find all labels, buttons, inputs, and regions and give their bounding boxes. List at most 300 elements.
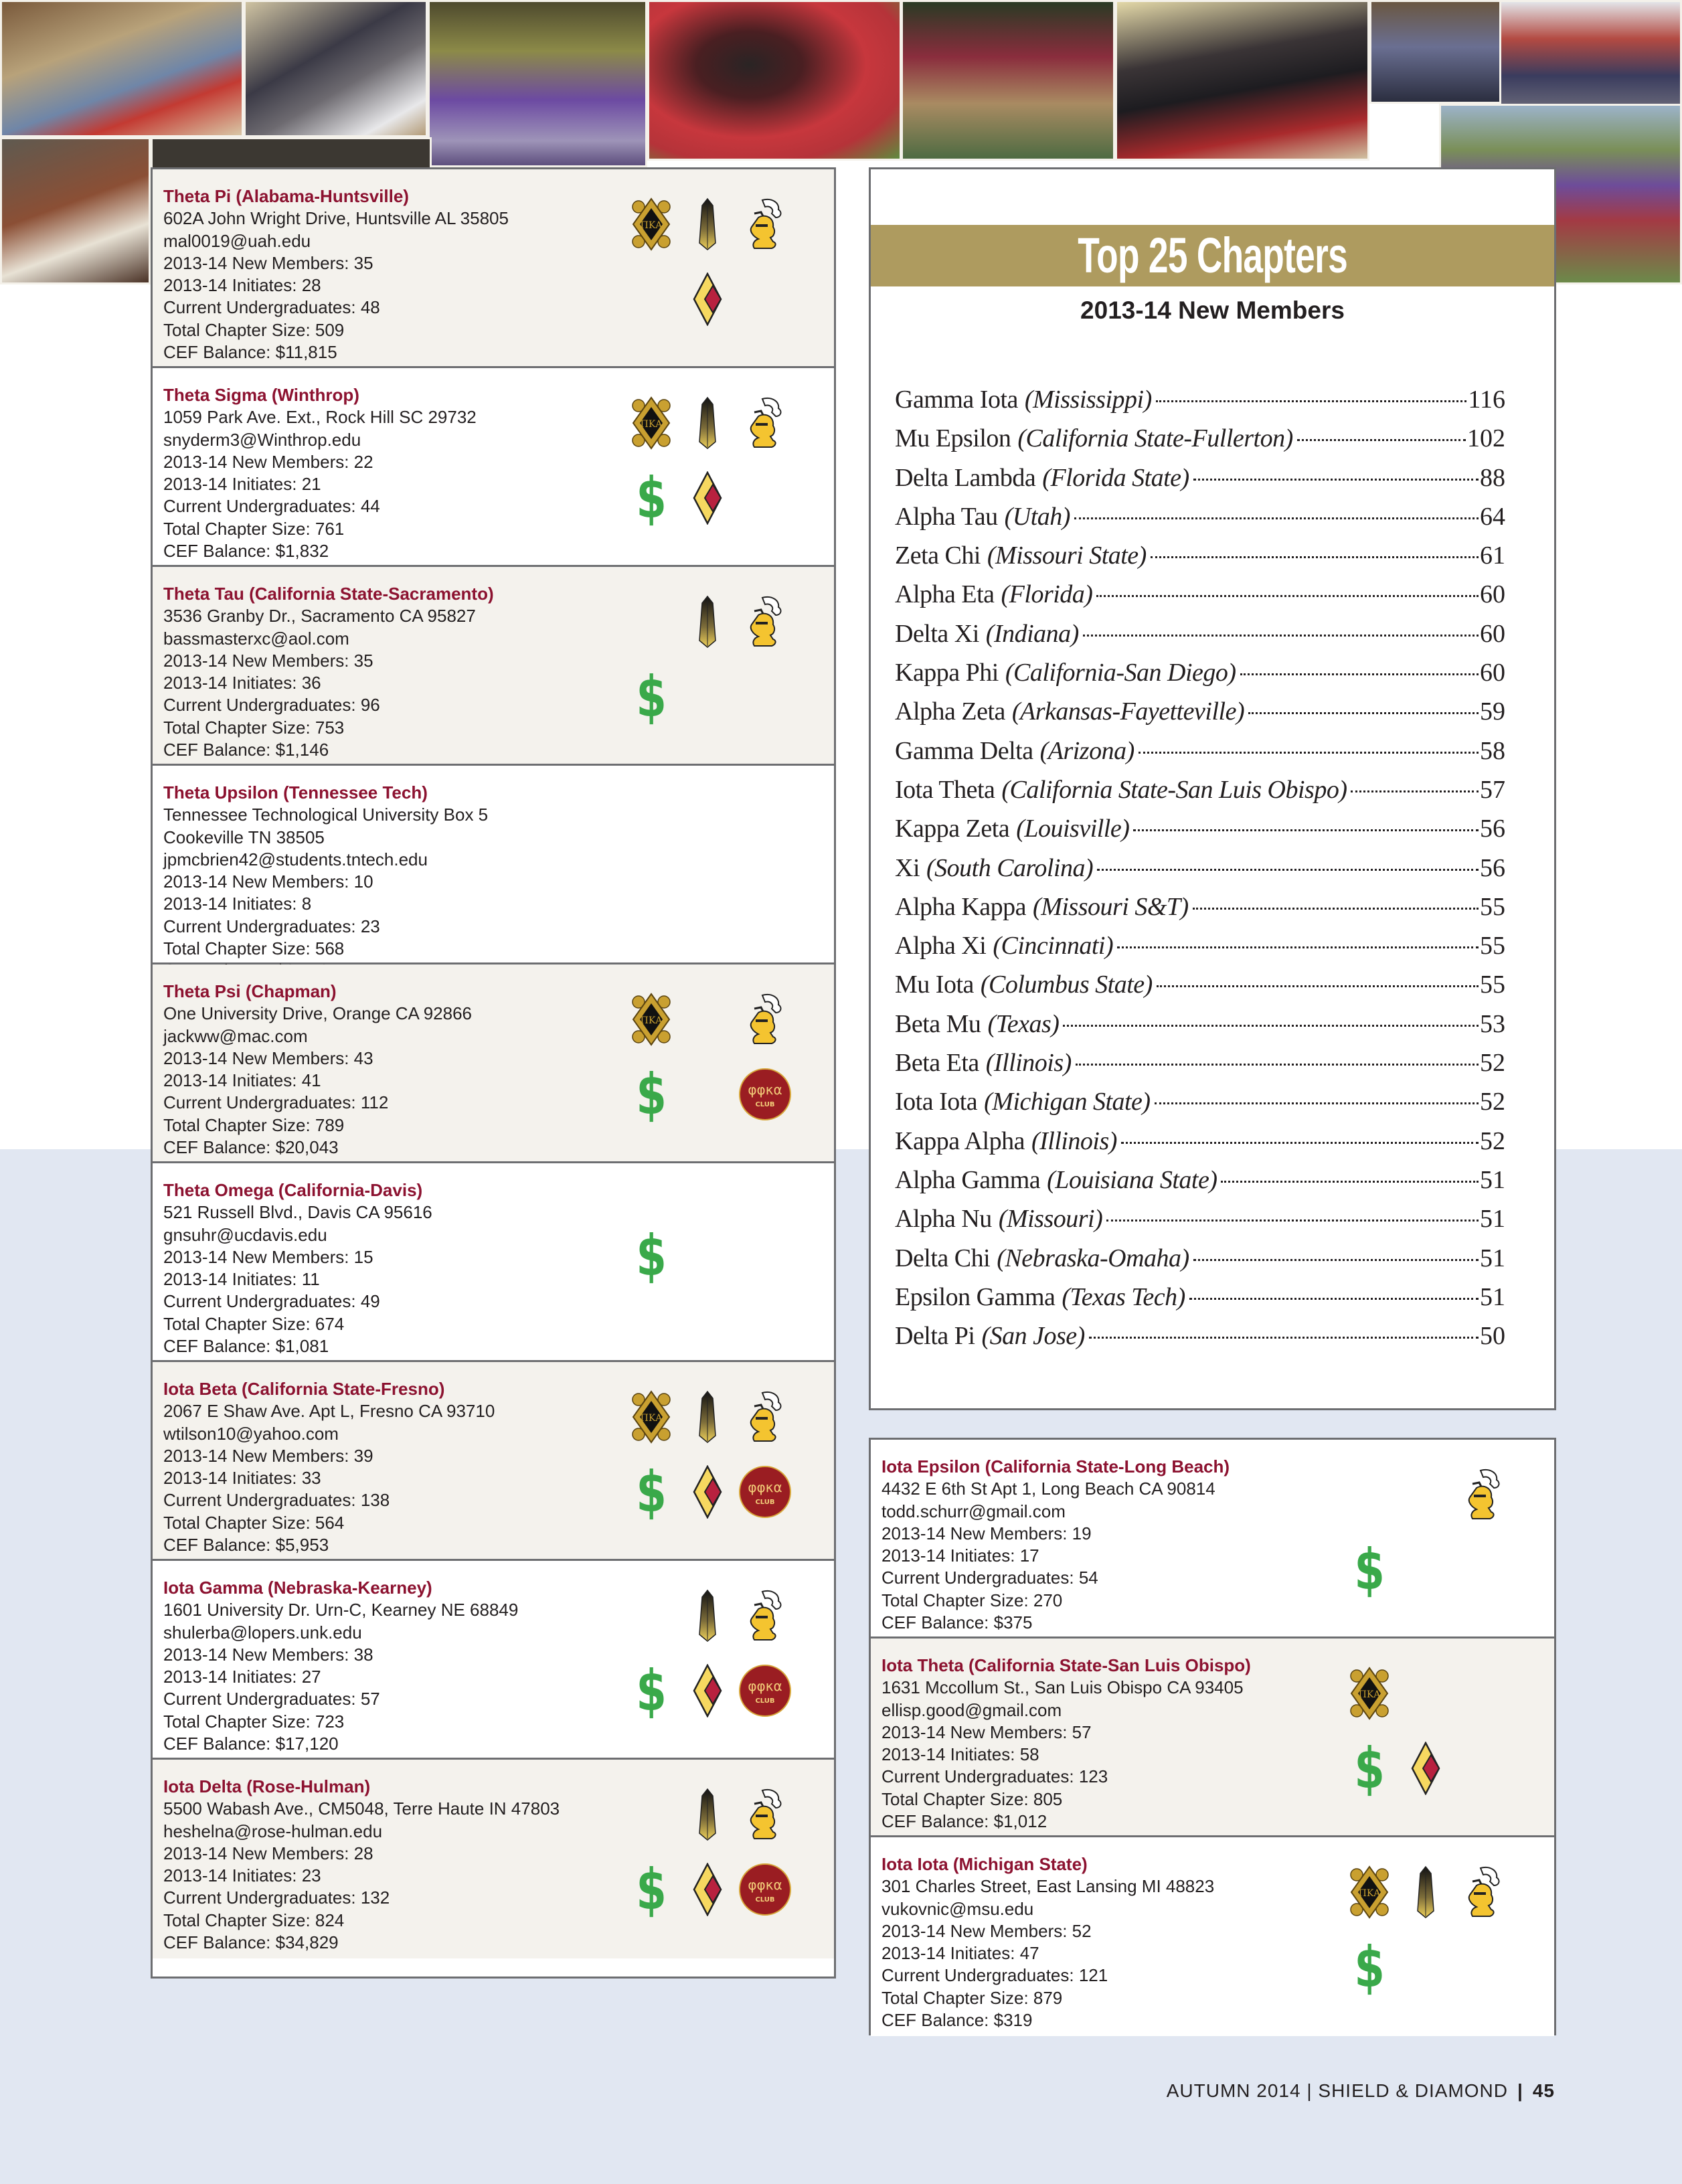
school-name: (Columbus State) bbox=[980, 971, 1153, 999]
school-name: (Utah) bbox=[1004, 502, 1070, 531]
chapter-title: Iota Epsilon (California State-Long Beach) bbox=[881, 1456, 1230, 1477]
chapter-detail-line: CEF Balance: $375 bbox=[881, 1612, 1033, 1633]
icon-slot-mid bbox=[624, 1223, 678, 1288]
obelisk-icon bbox=[697, 1788, 718, 1841]
chapter-card bbox=[153, 1362, 834, 1561]
dollar-icon: $ bbox=[636, 1223, 667, 1288]
chapter-card bbox=[153, 169, 834, 368]
new-member-count: 60 bbox=[1480, 580, 1505, 609]
svg-text:ΠΚΑ: ΠΚΑ bbox=[640, 1413, 663, 1424]
dollar-icon: $ bbox=[636, 1658, 667, 1724]
chapter-detail-line: jackww@mac.com bbox=[163, 1025, 308, 1046]
top25-list-item bbox=[895, 1005, 1505, 1043]
top25-subtitle: 2013-14 New Members bbox=[1080, 297, 1345, 324]
svg-text:ΠΚΑ: ΠΚΑ bbox=[640, 419, 663, 430]
award-icons bbox=[624, 1390, 798, 1531]
diamond-icon bbox=[693, 272, 722, 326]
pi-kappa-alpha-crest-icon bbox=[630, 1390, 672, 1444]
knight-helmet-icon bbox=[745, 396, 785, 450]
chapter-name: Gamma Iota bbox=[895, 386, 1018, 414]
top25-list-item bbox=[895, 419, 1505, 458]
icon-slot-r2c1 bbox=[624, 1658, 678, 1724]
icon-slot-r1c1 bbox=[1343, 1865, 1396, 1919]
chapter-detail-line: 1601 University Dr. Urn-C, Kearney NE 68849 bbox=[163, 1600, 519, 1620]
top25-list-item bbox=[895, 1161, 1505, 1199]
chapter-detail-line: 2013-14 New Members: 35 bbox=[163, 650, 373, 671]
new-member-count: 61 bbox=[1480, 541, 1505, 570]
top25-list-item bbox=[895, 614, 1505, 653]
new-member-count: 52 bbox=[1480, 1088, 1505, 1116]
svg-text:ΠΚΑ: ΠΚΑ bbox=[1358, 1689, 1381, 1700]
school-name: (Florida) bbox=[1001, 580, 1093, 609]
chapter-name: Delta Xi bbox=[895, 619, 979, 648]
chapter-detail-line: 2013-14 New Members: 52 bbox=[881, 1920, 1092, 1941]
chapter-name: Beta Mu bbox=[895, 1009, 981, 1038]
chapter-detail-line: 2013-14 New Members: 35 bbox=[163, 252, 373, 273]
icon-slot-r1c1 bbox=[624, 197, 678, 251]
chapter-detail-line: wtilson10@yahoo.com bbox=[163, 1423, 339, 1444]
chapter-detail-line: Total Chapter Size: 564 bbox=[163, 1512, 345, 1533]
chapter-detail-line: Total Chapter Size: 805 bbox=[881, 1788, 1063, 1809]
chapter-title: Iota Delta (Rose-Hulman) bbox=[163, 1776, 371, 1796]
chapter-detail-line: 2013-14 Initiates: 21 bbox=[163, 474, 321, 495]
chapter-detail-line: 602A John Wright Drive, Huntsville AL 35805 bbox=[163, 208, 509, 229]
chapter-card bbox=[153, 1561, 834, 1760]
svg-text:ΠΚΑ: ΠΚΑ bbox=[640, 1015, 663, 1026]
chapter-name: Alpha Eta bbox=[895, 580, 995, 609]
icon-slot-r1c3 bbox=[738, 396, 792, 450]
chapter-card bbox=[153, 766, 834, 964]
chapter-detail-line: 2013-14 New Members: 43 bbox=[163, 1047, 373, 1068]
chapter-name: Gamma Delta bbox=[895, 736, 1033, 765]
dot-leader bbox=[1083, 635, 1479, 637]
chapter-detail-line: Total Chapter Size: 879 bbox=[881, 1987, 1063, 2008]
dot-leader bbox=[1074, 517, 1479, 519]
issue-label: AUTUMN 2014 | SHIELD & DIAMOND bbox=[1166, 2080, 1508, 2101]
icon-slot-r1c3 bbox=[1456, 1468, 1510, 1521]
icon-slot-r1c3 bbox=[738, 1390, 792, 1444]
top25-list-item bbox=[895, 1043, 1505, 1082]
dollar-icon: $ bbox=[636, 465, 667, 531]
chapter-title: Theta Upsilon (Tennessee Tech) bbox=[163, 782, 428, 803]
icon-slot-r1c3 bbox=[738, 197, 792, 251]
svg-text:CLUB: CLUB bbox=[755, 1499, 775, 1506]
dot-leader bbox=[1096, 595, 1479, 597]
icon-slot-r1c2 bbox=[681, 197, 734, 251]
school-name: (California-San Diego) bbox=[1005, 659, 1236, 687]
svg-text:ΠΚΑ: ΠΚΑ bbox=[1358, 1888, 1381, 1899]
top25-list-item bbox=[895, 1199, 1505, 1238]
obelisk-icon bbox=[697, 1390, 718, 1444]
icon-slot-r1c1 bbox=[624, 396, 678, 450]
icon-slot-r1c2 bbox=[681, 595, 734, 649]
icon-slot-r2c1 bbox=[624, 664, 678, 730]
top25-list-item bbox=[895, 809, 1505, 848]
svg-text:CLUB: CLUB bbox=[755, 1101, 775, 1108]
chapter-detail-line: 2013-14 Initiates: 41 bbox=[163, 1070, 321, 1091]
knight-helmet-icon bbox=[745, 595, 785, 649]
icon-slot-r1c3 bbox=[738, 993, 792, 1046]
dot-leader bbox=[1351, 790, 1479, 792]
top25-ranking-list bbox=[895, 380, 1505, 1355]
new-member-count: 116 bbox=[1468, 386, 1505, 414]
new-member-count: 59 bbox=[1480, 697, 1505, 726]
photo-alumni-group bbox=[0, 0, 244, 137]
chapter-detail-line: CEF Balance: $5,953 bbox=[163, 1535, 329, 1556]
dot-leader bbox=[1063, 1025, 1479, 1027]
award-icons bbox=[624, 197, 798, 338]
chapter-title: Iota Iota (Michigan State) bbox=[881, 1854, 1088, 1874]
chapter-detail-line: Current Undergraduates: 121 bbox=[881, 1965, 1108, 1986]
chapter-detail-line: Total Chapter Size: 270 bbox=[881, 1590, 1063, 1610]
footer-separator: | bbox=[1517, 2080, 1523, 2101]
chapter-detail-line: Total Chapter Size: 761 bbox=[163, 518, 345, 539]
top25-list-item bbox=[895, 965, 1505, 1004]
chapter-title: Iota Beta (California State-Fresno) bbox=[163, 1379, 445, 1399]
dollar-icon: $ bbox=[636, 664, 667, 730]
chapter-title: Theta Psi (Chapman) bbox=[163, 981, 337, 1001]
knight-helmet-icon bbox=[745, 993, 785, 1046]
chapter-detail-line: Current Undergraduates: 132 bbox=[163, 1887, 390, 1908]
diamond-icon bbox=[1411, 1742, 1440, 1795]
icon-slot-r2c2 bbox=[681, 1465, 734, 1519]
phi-phi-kappa-alpha-club-icon bbox=[738, 1068, 792, 1121]
chapter-detail-line: todd.schurr@gmail.com bbox=[881, 1501, 1066, 1521]
photo-football-player bbox=[647, 0, 902, 161]
dollar-icon: $ bbox=[1354, 1537, 1385, 1602]
chapter-detail-line: 2067 E Shaw Ave. Apt L, Fresno CA 93710 bbox=[163, 1401, 495, 1422]
school-name: (Florida State) bbox=[1042, 463, 1189, 492]
chapter-detail-line: Current Undergraduates: 23 bbox=[163, 916, 380, 936]
chapter-card bbox=[871, 1639, 1554, 1837]
obelisk-icon bbox=[1415, 1865, 1436, 1919]
chapter-name: Xi bbox=[895, 853, 920, 882]
knight-helmet-icon bbox=[745, 1589, 785, 1643]
chapter-card bbox=[871, 1440, 1554, 1639]
chapter-detail-line: vukovnic@msu.edu bbox=[881, 1898, 1034, 1919]
chapter-list-right bbox=[869, 1438, 1556, 2035]
chapter-name: Kappa Alpha bbox=[895, 1126, 1025, 1155]
dot-leader bbox=[1151, 556, 1479, 558]
icon-slot-r1c2 bbox=[681, 1390, 734, 1444]
new-member-count: 55 bbox=[1480, 971, 1505, 999]
chapter-detail-line: 2013-14 New Members: 15 bbox=[163, 1246, 373, 1267]
icon-slot-r2c3 bbox=[738, 1465, 792, 1519]
chapter-name: Alpha Zeta bbox=[895, 697, 1005, 726]
award-icons bbox=[624, 1589, 798, 1730]
award-icons bbox=[624, 396, 798, 537]
chapter-detail-line: heshelna@rose-hulman.edu bbox=[163, 1821, 383, 1841]
chapter-detail-line: Current Undergraduates: 112 bbox=[163, 1092, 389, 1113]
chapter-name: Alpha Gamma bbox=[895, 1165, 1041, 1194]
school-name: (Illinois) bbox=[985, 1049, 1072, 1078]
svg-text:φφκα: φφκα bbox=[748, 1678, 782, 1694]
chapter-detail-line: Current Undergraduates: 48 bbox=[163, 297, 380, 318]
icon-slot-r2c2 bbox=[1399, 1742, 1452, 1795]
chapter-detail-line: Current Undergraduates: 96 bbox=[163, 695, 380, 716]
diamond-icon bbox=[693, 1664, 722, 1717]
chapter-detail-line: 2013-14 Initiates: 11 bbox=[163, 1269, 320, 1290]
pi-kappa-alpha-crest-icon bbox=[630, 396, 672, 450]
new-member-count: 51 bbox=[1480, 1244, 1505, 1272]
icon-slot-r1c2 bbox=[681, 1589, 734, 1643]
obelisk-icon bbox=[697, 595, 718, 649]
knight-helmet-icon bbox=[745, 1788, 785, 1841]
top25-list-item bbox=[895, 575, 1505, 614]
chapter-detail-line: 2013-14 New Members: 38 bbox=[163, 1644, 373, 1665]
chapter-detail-line: gnsuhr@ucdavis.edu bbox=[163, 1224, 327, 1245]
school-name: (Arizona) bbox=[1039, 736, 1134, 765]
school-name: (Louisiana State) bbox=[1047, 1165, 1217, 1194]
chapter-name: Delta Chi bbox=[895, 1244, 991, 1272]
award-icons bbox=[624, 993, 798, 1133]
chapter-detail-line: Current Undergraduates: 123 bbox=[881, 1766, 1108, 1787]
dot-leader bbox=[1157, 985, 1479, 987]
dollar-icon: $ bbox=[636, 1062, 667, 1127]
dot-leader bbox=[1193, 908, 1479, 910]
photo-softball-team bbox=[901, 0, 1115, 161]
photo-net-strip bbox=[151, 137, 432, 171]
chapter-detail-line: 2013-14 Initiates: 28 bbox=[163, 275, 321, 296]
icon-slot-r2c1 bbox=[624, 1459, 678, 1525]
icon-slot-r2c2 bbox=[681, 1863, 734, 1916]
icon-slot-r2c1 bbox=[624, 1062, 678, 1127]
icon-slot-r1c2 bbox=[681, 1788, 734, 1841]
top25-panel bbox=[869, 167, 1556, 1410]
award-icons bbox=[1343, 1667, 1517, 1807]
icon-slot-r1c3 bbox=[738, 595, 792, 649]
chapter-detail-line: 2013-14 Initiates: 27 bbox=[163, 1667, 321, 1687]
school-name: (Texas Tech) bbox=[1062, 1282, 1185, 1311]
top25-list-item bbox=[895, 1317, 1505, 1355]
svg-text:φφκα: φφκα bbox=[748, 1479, 782, 1495]
icon-slot-r2c1 bbox=[1343, 1934, 1396, 2000]
top25-list-item bbox=[895, 1082, 1505, 1121]
chapter-detail-line: CEF Balance: $11,815 bbox=[163, 342, 337, 363]
photo-members-with-child bbox=[244, 0, 428, 137]
award-icons bbox=[1343, 1865, 1517, 2006]
new-member-count: 57 bbox=[1480, 775, 1505, 804]
chapter-detail-line: 301 Charles Street, East Lansing MI 48823 bbox=[881, 1876, 1215, 1897]
chapter-detail-line: Total Chapter Size: 753 bbox=[163, 717, 345, 738]
chapter-name: Alpha Tau bbox=[895, 502, 998, 531]
chapter-detail-line: CEF Balance: $17,120 bbox=[163, 1734, 339, 1754]
award-icons bbox=[1343, 1468, 1517, 1608]
icon-slot-r2c1 bbox=[624, 1857, 678, 1922]
chapter-detail-line: 1631 Mccollum St., San Luis Obispo CA 93405 bbox=[881, 1677, 1244, 1698]
new-member-count: 55 bbox=[1480, 932, 1505, 960]
pi-kappa-alpha-crest-icon bbox=[1349, 1865, 1390, 1919]
chapter-detail-line: 2013-14 New Members: 57 bbox=[881, 1721, 1092, 1742]
chapter-card bbox=[153, 964, 834, 1163]
chapter-name: Kappa Phi bbox=[895, 659, 999, 687]
dot-leader bbox=[1155, 1102, 1479, 1104]
icon-slot-r2c2 bbox=[681, 1664, 734, 1717]
award-icons bbox=[624, 1191, 798, 1332]
chapter-list-left bbox=[151, 167, 836, 1979]
knight-helmet-icon bbox=[1463, 1865, 1503, 1919]
photo-group-indoors bbox=[1369, 0, 1503, 104]
chapter-detail-line: CEF Balance: $1,146 bbox=[163, 740, 329, 760]
top25-list-item bbox=[895, 888, 1505, 926]
chapter-detail-line: Total Chapter Size: 789 bbox=[163, 1114, 345, 1135]
icon-slot-r1c1 bbox=[1343, 1667, 1396, 1720]
chapter-detail-line: 2013-14 Initiates: 23 bbox=[163, 1865, 321, 1886]
new-member-count: 58 bbox=[1480, 736, 1505, 765]
top25-list-item bbox=[895, 732, 1505, 770]
chapter-detail-line: snyderm3@Winthrop.edu bbox=[163, 429, 361, 450]
chapter-name: Mu Iota bbox=[895, 971, 974, 999]
svg-text:ΠΚΑ: ΠΚΑ bbox=[640, 220, 663, 231]
phi-phi-kappa-alpha-club-icon bbox=[738, 1664, 792, 1717]
top25-list-item bbox=[895, 497, 1505, 536]
new-member-count: 52 bbox=[1480, 1126, 1505, 1155]
chapter-detail-line: Current Undergraduates: 57 bbox=[163, 1689, 380, 1709]
chapter-detail-line: Current Undergraduates: 54 bbox=[881, 1568, 1098, 1588]
chapter-name: Zeta Chi bbox=[895, 541, 981, 570]
obelisk-icon bbox=[697, 1589, 718, 1643]
icon-slot-r2c1 bbox=[1343, 1736, 1396, 1801]
school-name: (Louisville) bbox=[1016, 815, 1130, 843]
chapter-title: Iota Theta (California State-San Luis Obispo) bbox=[881, 1655, 1251, 1675]
pi-kappa-alpha-crest-icon bbox=[630, 993, 672, 1046]
dollar-icon: $ bbox=[636, 1857, 667, 1922]
school-name: (Arkansas-Fayetteville) bbox=[1011, 697, 1245, 726]
obelisk-icon bbox=[697, 396, 718, 450]
chapter-detail-line: ellisp.good@gmail.com bbox=[881, 1699, 1062, 1720]
icon-slot-r2c1 bbox=[1343, 1537, 1396, 1602]
dot-leader bbox=[1240, 673, 1479, 675]
chapter-card bbox=[871, 1837, 1554, 2036]
top25-list-item bbox=[895, 692, 1505, 731]
icon-slot-r2c3 bbox=[738, 1664, 792, 1717]
dot-leader bbox=[1076, 1064, 1479, 1066]
award-icons bbox=[624, 595, 798, 736]
chapter-detail-line: CEF Balance: $1,012 bbox=[881, 1811, 1047, 1832]
dot-leader bbox=[1297, 439, 1466, 441]
chapter-name: Alpha Kappa bbox=[895, 892, 1027, 921]
new-member-count: 60 bbox=[1480, 619, 1505, 648]
school-name: (Illinois) bbox=[1031, 1126, 1117, 1155]
dot-leader bbox=[1089, 1337, 1479, 1339]
top25-title: Top 25 Chapters bbox=[1078, 228, 1347, 283]
svg-text:φφκα: φφκα bbox=[748, 1877, 782, 1893]
school-name: (San Jose) bbox=[981, 1322, 1085, 1351]
top25-list-item bbox=[895, 536, 1505, 575]
chapter-card bbox=[153, 368, 834, 567]
dot-leader bbox=[1193, 479, 1479, 481]
chapter-detail-line: jpmcbrien42@students.tntech.edu bbox=[163, 849, 428, 869]
chapter-detail-line: shulerba@lopers.unk.edu bbox=[163, 1622, 362, 1643]
chapter-card bbox=[153, 1163, 834, 1362]
chapter-name: Alpha Xi bbox=[895, 932, 987, 960]
chapter-name: Mu Epsilon bbox=[895, 424, 1011, 453]
top25-list-item bbox=[895, 1239, 1505, 1278]
chapter-detail-line: CEF Balance: $1,081 bbox=[163, 1336, 329, 1357]
dot-leader bbox=[1193, 1259, 1479, 1261]
photo-cheerleaders bbox=[428, 0, 647, 167]
chapter-detail-line: One University Drive, Orange CA 92866 bbox=[163, 1003, 472, 1024]
dot-leader bbox=[1117, 946, 1479, 948]
top25-list-item bbox=[895, 849, 1505, 888]
chapter-detail-line: 3536 Granby Dr., Sacramento CA 95827 bbox=[163, 606, 476, 626]
award-icons bbox=[624, 794, 798, 934]
chapter-detail-line: Total Chapter Size: 723 bbox=[163, 1711, 345, 1732]
chapter-detail-line: Total Chapter Size: 509 bbox=[163, 319, 345, 340]
chapter-name: Epsilon Gamma bbox=[895, 1282, 1056, 1311]
chapter-detail-line: 4432 E 6th St Apt 1, Long Beach CA 90814 bbox=[881, 1479, 1215, 1499]
school-name: (Nebraska-Omaha) bbox=[997, 1244, 1189, 1272]
dot-leader bbox=[1221, 1181, 1479, 1183]
school-name: (Texas) bbox=[987, 1009, 1060, 1038]
new-member-count: 53 bbox=[1480, 1009, 1505, 1038]
chapter-detail-line: mal0019@uah.edu bbox=[163, 230, 311, 251]
school-name: (Cincinnati) bbox=[993, 932, 1114, 960]
page-number: 45 bbox=[1532, 2080, 1555, 2101]
icon-slot-r1c1 bbox=[624, 993, 678, 1046]
icon-slot-r1c2 bbox=[681, 396, 734, 450]
chapter-title: Theta Tau (California State-Sacramento) bbox=[163, 584, 494, 604]
school-name: (Missouri State) bbox=[987, 541, 1147, 570]
new-member-count: 88 bbox=[1480, 463, 1505, 492]
chapter-title: Iota Gamma (Nebraska-Kearney) bbox=[163, 1578, 432, 1598]
icon-slot-r2c2 bbox=[681, 471, 734, 525]
chapter-title: Theta Sigma (Winthrop) bbox=[163, 385, 359, 405]
chapter-detail-line: 2013-14 Initiates: 36 bbox=[163, 673, 321, 693]
school-name: (California State-San Luis Obispo) bbox=[1001, 775, 1347, 804]
knight-helmet-icon bbox=[745, 1390, 785, 1444]
school-name: (Mississippi) bbox=[1024, 386, 1152, 414]
top25-list-item bbox=[895, 1278, 1505, 1317]
icon-slot-r2c2 bbox=[681, 272, 734, 326]
chapter-detail-line: bassmasterxc@aol.com bbox=[163, 628, 349, 649]
dot-leader bbox=[1133, 829, 1479, 831]
phi-phi-kappa-alpha-club-icon bbox=[738, 1863, 792, 1916]
top25-list-item bbox=[895, 653, 1505, 692]
phi-phi-kappa-alpha-club-icon bbox=[738, 1465, 792, 1519]
diamond-icon bbox=[693, 1465, 722, 1519]
dot-leader bbox=[1248, 712, 1479, 714]
chapter-detail-line: 2013-14 Initiates: 58 bbox=[881, 1744, 1039, 1765]
icon-slot-r1c3 bbox=[738, 1589, 792, 1643]
svg-text:CLUB: CLUB bbox=[755, 1896, 775, 1904]
icon-slot-r1c2 bbox=[1399, 1865, 1452, 1919]
new-member-count: 64 bbox=[1480, 502, 1505, 531]
school-name: (Missouri) bbox=[998, 1205, 1103, 1234]
diamond-icon bbox=[693, 1863, 722, 1916]
dot-leader bbox=[1189, 1298, 1479, 1300]
chapter-title: Theta Omega (California-Davis) bbox=[163, 1180, 423, 1200]
top25-list-item bbox=[895, 458, 1505, 497]
school-name: (Indiana) bbox=[985, 619, 1079, 648]
chapter-detail-line: CEF Balance: $319 bbox=[881, 2010, 1033, 2031]
chapter-name: Kappa Zeta bbox=[895, 815, 1010, 843]
chapter-detail-line: Current Undergraduates: 44 bbox=[163, 496, 380, 517]
new-member-count: 102 bbox=[1467, 424, 1505, 453]
award-icons bbox=[624, 1788, 798, 1928]
icon-slot-r2c1 bbox=[624, 465, 678, 531]
chapter-detail-line: Total Chapter Size: 674 bbox=[163, 1313, 345, 1334]
photo-meeting-table bbox=[0, 137, 151, 284]
dot-leader bbox=[1121, 1142, 1479, 1144]
dot-leader bbox=[1097, 869, 1479, 871]
dollar-icon: $ bbox=[1354, 1736, 1385, 1801]
chapter-name: Beta Eta bbox=[895, 1049, 979, 1078]
chapter-detail-line: CEF Balance: $20,043 bbox=[163, 1137, 339, 1158]
chapter-detail-line: 2013-14 New Members: 22 bbox=[163, 451, 373, 472]
chapter-card bbox=[153, 1760, 834, 1958]
page-footer bbox=[1167, 2080, 1555, 2102]
